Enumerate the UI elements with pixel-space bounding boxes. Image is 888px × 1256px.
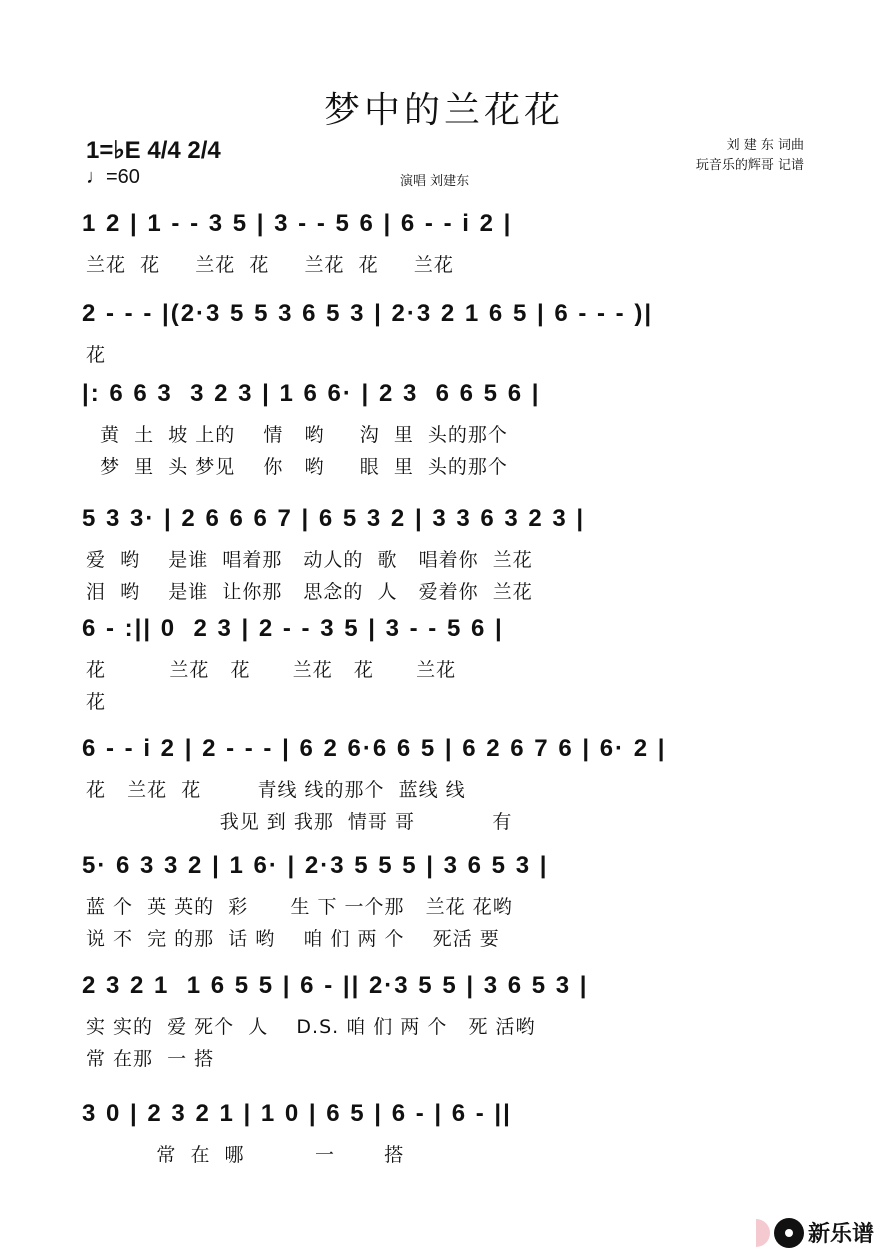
score-row: [82, 972, 810, 1082]
key-signature: 1=♭E 4/4 2/4: [86, 137, 221, 164]
logo-text: 新乐谱: [807, 1222, 874, 1247]
notation-line: 5 3 3· | 2 6 6 6 7 | 6 5 3 2 | 3 3 6 3 2 3 |: [82, 505, 586, 532]
credits: [696, 136, 804, 176]
lyric-line-2: 花: [86, 691, 107, 713]
notation-line: 3 0 | 2 3 2 1 | 1 0 | 6 5 | 6 - | 6 - ||: [82, 1100, 512, 1127]
notation-line: 5· 6 3 3 2 | 1 6· | 2·3 5 5 5 | 3 6 5 3 |: [82, 852, 549, 879]
notation-line: 6 - - i 2 | 2 - - - | 6 2 6·6 6 5 | 6 2 6 7 6 | 6· 2 |: [82, 735, 667, 762]
score-row: [82, 505, 810, 615]
lyricist-composer: 刘 建 东 词曲: [726, 138, 804, 153]
lyric-line-1: 兰花 花 兰花 花 兰花 花 兰花: [86, 254, 454, 276]
lyric-line-2: 梦 里 头 梦见 你 哟 眼 里 头的那个: [86, 456, 508, 478]
score-row: [82, 615, 810, 725]
score-row: [82, 1100, 810, 1210]
notation-line: 2 - - - |(2·3 5 5 3 6 5 3 | 2·3 2 1 6 5 | 6 - - - )|: [82, 300, 654, 327]
tempo-marking: ♩=60: [86, 166, 140, 188]
song-title: 梦中的兰花花: [323, 90, 564, 131]
lyric-line-1: 花 兰花 花 青线 线的那个 蓝线 线: [86, 779, 466, 801]
score-row: [82, 735, 810, 845]
lyric-line-2: 说 不 完 的那 话 哟 咱 们 两 个 死活 要: [86, 928, 500, 950]
notation-line: 1 2 | 1 - - 3 5 | 3 - - 5 6 | 6 - - i 2 |: [82, 210, 513, 237]
record-disc-icon: [774, 1218, 804, 1248]
score-row: [82, 380, 810, 490]
notation-line: 2 3 2 1 1 6 5 5 | 6 - || 2·3 5 5 | 3 6 5 3 |: [82, 972, 589, 999]
lyric-line-2: 我见 到 我那 情哥 哥 有: [86, 811, 513, 833]
singer-credit: 演唱 刘建东: [400, 174, 470, 189]
notation-line: |: 6 6 3 3 2 3 | 1 6 6· | 2 3 6 6 5 6 |: [82, 380, 541, 407]
lyric-line-1: 花: [86, 344, 107, 366]
score-row: [82, 852, 810, 962]
lyric-line-1: 常 在 哪 一 搭: [86, 1144, 405, 1166]
logo-accent: [756, 1219, 770, 1247]
site-logo: [756, 1217, 874, 1248]
lyric-line-2: 常 在那 一 搭: [86, 1048, 215, 1070]
notation-line: 6 - :|| 0 2 3 | 2 - - 3 5 | 3 - - 5 6 |: [82, 615, 504, 642]
lyric-line-1: 蓝 个 英 英的 彩 生 下 一个那 兰花 花哟: [86, 896, 513, 918]
lyric-line-2: 泪 哟 是谁 让你那 思念的 人 爱着你 兰花: [86, 581, 533, 603]
transcriber: 玩音乐的辉哥 记谱: [695, 158, 804, 173]
lyric-line-1: 爱 哟 是谁 唱着那 动人的 歌 唱着你 兰花: [86, 549, 533, 571]
lyric-line-1: 实 实的 爱 死个 人 D.S. 咱 们 两 个 死 活哟: [86, 1016, 536, 1038]
lyric-line-1: 黄 土 坡 上的 情 哟 沟 里 头的那个: [86, 424, 508, 446]
lyric-line-1: 花 兰花 花 兰花 花 兰花: [86, 659, 457, 681]
